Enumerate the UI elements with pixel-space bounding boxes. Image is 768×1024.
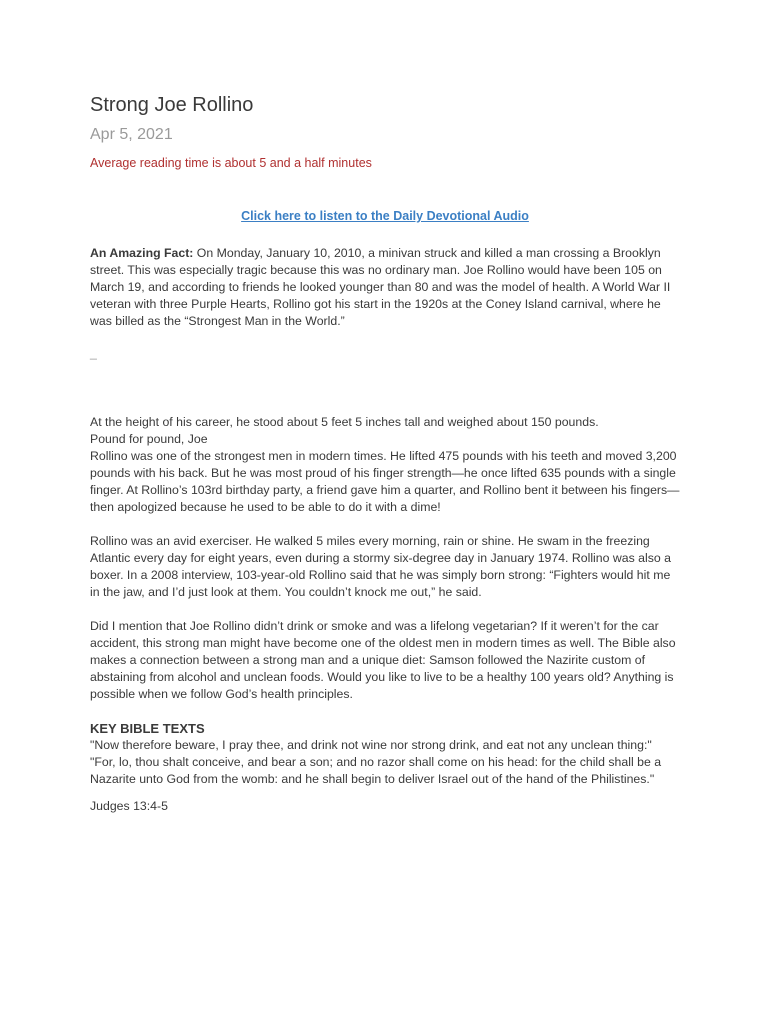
career-line-1: At the height of his career, he stood about 5 feet 5 inches tall and weighed about 150 pounds. xyxy=(90,415,599,429)
article-title: Strong Joe Rollino xyxy=(90,94,254,116)
career-line-2: Pound for pound, Joe xyxy=(90,432,208,446)
audio-link-row xyxy=(90,208,680,225)
career-paragraph xyxy=(90,414,680,516)
publish-date: Apr 5, 2021 xyxy=(90,126,173,143)
scripture-reference: Judges 13:4-5 xyxy=(90,799,168,813)
amazing-fact-text: On Monday, January 10, 2010, a minivan struck and killed a man crossing a Brooklyn street. This was especially tragic because this was no ordinary man. Joe Rollino would have been 105 on March 19, and according to friends he looked younger than 80 and was the model of health. A World War II veteran with three Purple Hearts, Rollino got his start in the 1920s at the Coney Island carnival, where he was billed as the “Strongest Man in the World.” xyxy=(90,246,671,328)
exerciser-paragraph: Rollino was an avid exerciser. He walked 5 miles every morning, rain or shine. He swam in the freezing Atlantic every day for eight years, even during a stormy six-degree day in January 1974. Rollino was also a boxer. In a 2008 interview, 103-year-old Rollino said that he was simply born strong: “Fighters would hit me in the jaw, and I’d just look at them. You couldn’t knock me out,” he said. xyxy=(90,534,671,599)
amazing-fact-label: An Amazing Fact: xyxy=(90,246,194,260)
reading-time: Average reading time is about 5 and a half minutes xyxy=(90,156,372,170)
devotional-audio-link[interactable]: Click here to listen to the Daily Devotional Audio xyxy=(241,209,529,223)
article xyxy=(90,90,680,815)
separator-mark: _ xyxy=(90,346,97,360)
amazing-fact-paragraph xyxy=(90,245,680,330)
key-bible-texts-heading: KEY BIBLE TEXTS xyxy=(90,721,205,736)
vegetarian-paragraph: Did I mention that Joe Rollino didn’t drink or smoke and was a lifelong vegetarian? If it weren’t for the car accident, this strong man might have become one of the oldest men in modern times as well. The Bible also makes a connection between a strong man and a unique diet: Samson followed the Nazirite custom of abstaining from alcohol and unclean foods. Would you like to live to be a healthy 100 years old? Anything is possible when we follow God’s health principles. xyxy=(90,619,676,701)
bible-verse-1: "Now therefore beware, I pray thee, and drink not wine nor strong drink, and eat not any unclean thing:" xyxy=(90,738,652,752)
bible-verse-2: "For, lo, thou shalt conceive, and bear a son; and no razor shall come on his head: for the child shall be a Nazarite unto God from the womb: and he shall begin to deliver Israel out of the hand of the Philistines." xyxy=(90,755,662,786)
career-line-3: Rollino was one of the strongest men in modern times. He lifted 475 pounds with his teeth and moved 3,200 pounds with his back. But he was most proud of his finger strength—he once lifted 635 pounds with a single finger. At Rollino’s 103rd birthday party, a friend gave him a quarter, and Rollino bent it between his fingers—then apologized because he used to be able to do it with a dime! xyxy=(90,449,680,514)
